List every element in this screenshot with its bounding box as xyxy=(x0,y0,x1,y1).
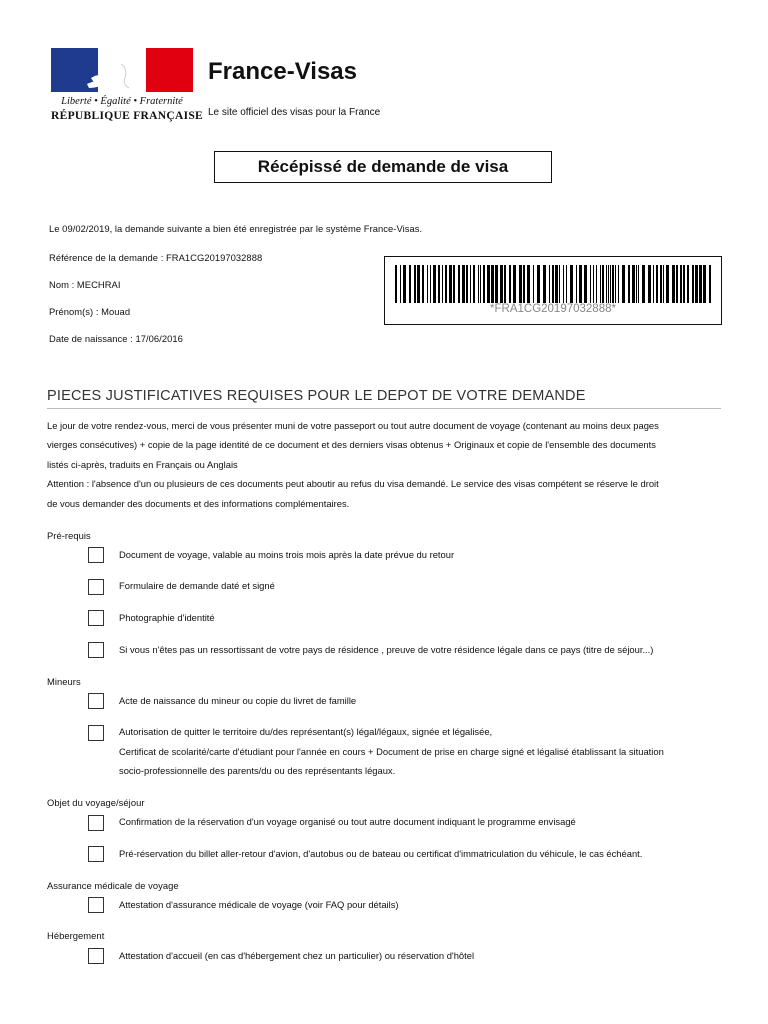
category-prerequis: Pré-requis xyxy=(47,530,91,541)
category-mineurs: Mineurs xyxy=(47,676,81,687)
applicant-birthdate: Date de naissance : 17/06/2016 xyxy=(49,333,183,344)
checkbox-assurance-1[interactable] xyxy=(88,897,104,913)
checkbox-mineurs-2[interactable] xyxy=(88,725,104,741)
instructions-line-2: vierges consécutives) + copie de la page identité de ce document et des derniers visas obtenus + Originaux et copie de l'ensemble des documents xyxy=(47,439,656,451)
category-assurance: Assurance médicale de voyage xyxy=(47,880,179,891)
document-title: Récépissé de demande de visa xyxy=(214,151,552,183)
item-objet-1: Confirmation de la réservation d'un voyage organisé ou tout autre document indiquant le programme envisagé xyxy=(119,816,576,827)
marianne-flag-icon xyxy=(51,48,193,92)
instructions-line-3: listés ci-après, traduits en Français ou Anglais xyxy=(47,458,238,470)
category-objet: Objet du voyage/séjour xyxy=(47,797,145,808)
item-prerequis-2: Formulaire de demande daté et signé xyxy=(119,580,275,591)
item-mineurs-2 xyxy=(119,722,724,781)
barcode-box xyxy=(384,256,722,325)
site-subtitle: Le site officiel des visas pour la France xyxy=(208,107,381,118)
item-prerequis-3: Photographie d'identité xyxy=(119,612,215,623)
instructions-paragraph xyxy=(47,416,721,513)
item-assurance-1: Attestation d'assurance médicale de voyage (voir FAQ pour détails) xyxy=(119,899,399,910)
checkbox-objet-2[interactable] xyxy=(88,846,104,862)
item-mineurs-2-line-1: Autorisation de quitter le territoire du/des représentant(s) légal/légaux, signée et légalisée, xyxy=(119,726,493,737)
category-hebergement: Hébergement xyxy=(47,930,105,941)
item-objet-2: Pré-réservation du billet aller-retour d'avion, d'autobus ou de bateau ou certificat d'immatriculation du véhicule, le cas échéant. xyxy=(119,848,643,859)
section-title: PIECES JUSTIFICATIVES REQUISES POUR LE DEPOT DE VOTRE DEMANDE xyxy=(47,388,586,404)
warning-line-2: de vous demander des documents et des informations complémentaires. xyxy=(47,497,350,509)
warning-line-1: Attention : l'absence d'un ou plusieurs de ces documents peut aboutir au refus du visa demandé. Le service des visas compétent se réserve le droit xyxy=(47,478,659,490)
checkbox-prerequis-4[interactable] xyxy=(88,642,104,658)
barcode-text: *FRA1CG20197032888* xyxy=(490,303,616,315)
item-hebergement-1: Attestation d'accueil (en cas d'hébergement chez un particulier) ou réservation d'hôtel xyxy=(119,950,475,961)
item-mineurs-1: Acte de naissance du mineur ou copie du livret de famille xyxy=(119,695,357,706)
registration-intro: Le 09/02/2019, la demande suivante a bien été enregistrée par le système France-Visas. xyxy=(49,223,423,234)
checkbox-objet-1[interactable] xyxy=(88,815,104,831)
checkbox-prerequis-2[interactable] xyxy=(88,579,104,595)
barcode-icon xyxy=(395,265,713,303)
site-title: France-Visas xyxy=(208,58,357,85)
item-mineurs-2-line-3: socio-professionnelle des parents/du ou des représentants légaux. xyxy=(119,765,396,776)
application-reference: Référence de la demande : FRA1CG20197032888 xyxy=(49,252,263,263)
applicant-firstname: Prénom(s) : Mouad xyxy=(49,306,131,317)
section-divider xyxy=(47,408,721,409)
item-prerequis-4: Si vous n'êtes pas un ressortissant de votre pays de résidence , preuve de votre résidence légale dans ce pays (titre de séjour...) xyxy=(119,644,654,655)
item-mineurs-2-line-2: Certificat de scolarité/carte d'étudiant pour l'année en cours + Document de prise en charge signé et légalisé établissant la situation xyxy=(119,745,664,757)
checkbox-prerequis-1[interactable] xyxy=(88,547,104,563)
item-prerequis-1: Document de voyage, valable au moins trois mois après la date prévue du retour xyxy=(119,549,455,560)
checkbox-mineurs-1[interactable] xyxy=(88,693,104,709)
logo-motto: Liberté • Égalité • Fraternité xyxy=(61,96,183,107)
applicant-lastname: Nom : MECHRAI xyxy=(49,279,121,290)
checkbox-prerequis-3[interactable] xyxy=(88,610,104,626)
logo-republic-text: RÉPUBLIQUE FRANÇAISE xyxy=(51,110,204,122)
republique-francaise-logo xyxy=(51,48,204,128)
instructions-line-1: Le jour de votre rendez-vous, merci de vous présenter muni de votre passeport ou tout autre document de voyage (contenant au moins deux pages xyxy=(47,420,659,431)
checkbox-hebergement-1[interactable] xyxy=(88,948,104,964)
